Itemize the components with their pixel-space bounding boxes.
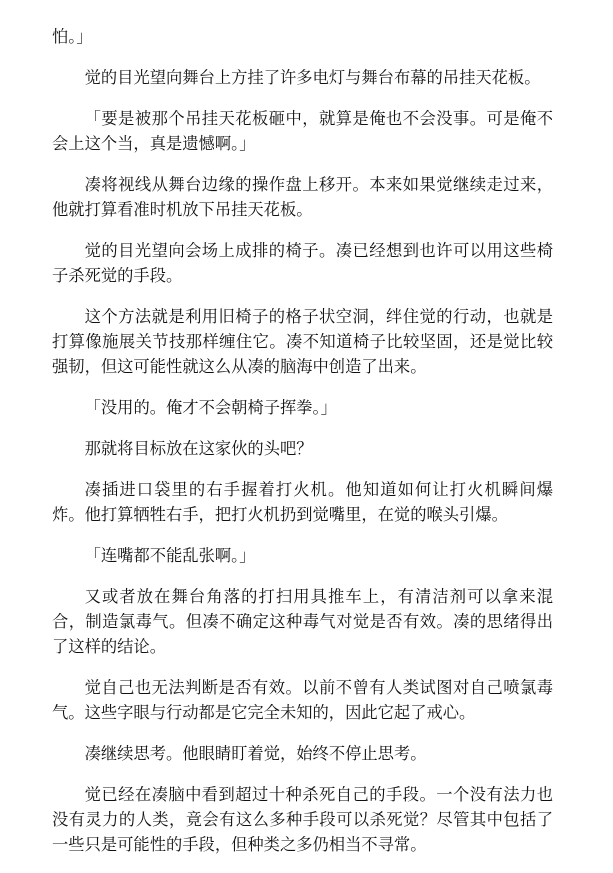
paragraph-6: 这个方法就是利用旧椅子的格子状空洞，绊住觉的行动，也就是打算像施展关节技那样缠住它。凑不知道椅子比较坚固，还是觉比较强韧，但这可能性就这么从凑的脑海中创造了出来。 (52, 307, 553, 376)
paragraph-7: 「没用的。俺才不会朝椅子挥拳。」 (84, 398, 337, 417)
paragraph-1: 怕。」 (52, 27, 93, 46)
paragraph-9: 凑插进口袋里的右手握着打火机。他知道如何让打火机瞬间爆炸。他打算牺牲右手，把打火机扔到觉嘴里，在觉的喉头引爆。 (52, 480, 553, 524)
paragraph-10: 「连嘴都不能乱张啊。」 (84, 546, 256, 565)
paragraph-14: 觉已经在凑脑中看到超过十种杀死自己的手段。一个没有法力也没有灵力的人类，竟会有这么多种手段可以杀死觉？尽管其中包括了一些只是可能性的手段，但种类之多仍相当不寻常。 (52, 785, 553, 854)
paragraph-3: 「要是被那个吊挂天花板砸中，就算是俺也不会没事。可是俺不会上这个当，真是遗憾啊。」 (52, 109, 553, 153)
paragraph-4: 凑将视线从舞台边缘的操作盘上移开。本来如果觉继续走过来，他就打算看准时机放下吊挂天花板。 (52, 175, 553, 219)
paragraph-8: 那就将目标放在这家伙的头吧？ (84, 439, 313, 458)
paragraph-2: 觉的目光望向舞台上方挂了许多电灯与舞台布幕的吊挂天花板。 (84, 68, 541, 87)
paragraph-5: 觉的目光望向会场上成排的椅子。凑已经想到也许可以用这些椅子杀死觉的手段。 (52, 241, 553, 285)
paragraph-12: 觉自己也无法判断是否有效。以前不曾有人类试图对自己喷氯毒气。这些字眼与行动都是它完全未知的，因此它起了戒心。 (52, 678, 553, 722)
page-body (52, 24, 553, 873)
paragraph-13: 凑继续思考。他眼睛盯着觉，始终不停止思考。 (84, 744, 427, 763)
paragraph-11: 又或者放在舞台角落的打扫用具推车上，有清洁剂可以拿来混合，制造氯毒气。但凑不确定这种毒气对觉是否有效。凑的思绪得出了这样的结论。 (52, 587, 553, 656)
